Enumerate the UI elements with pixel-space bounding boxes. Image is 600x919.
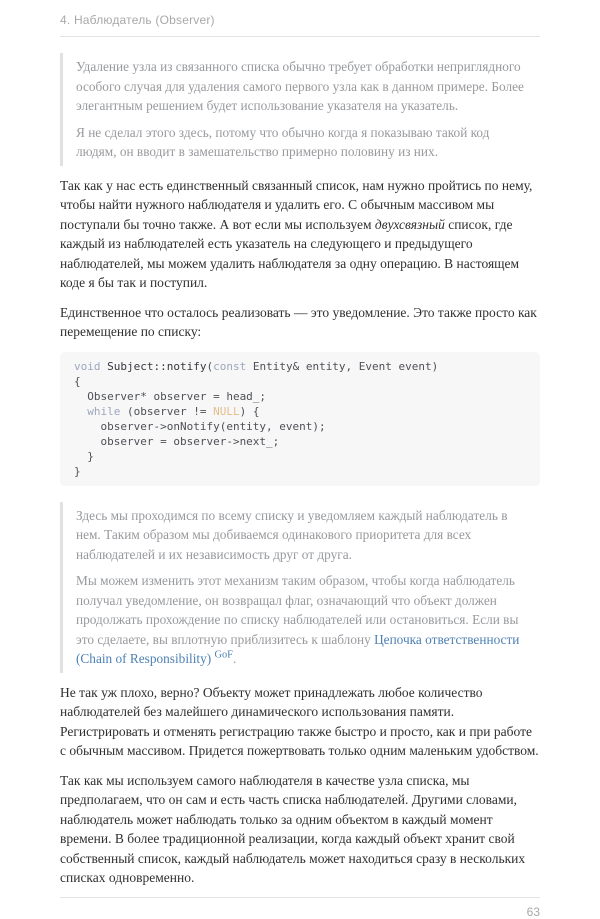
page-header <box>60 13 540 27</box>
gof-reference-link[interactable]: GoF <box>214 649 233 661</box>
body-paragraph-4: Так как мы используем самого наблюдателя в качестве узла списка, мы предполагаем, что он сам и есть часть списка наблюдателей. Другими словами, наблюдатель может наблюдать только за одним объектом в каждый момент времени. В более традиционной реализации, когда каждый объект хранит свой собственный список, каждый наблюдатель может находиться сразу в нескольких списках одновременно. <box>60 772 526 885</box>
footer-divider <box>60 897 540 898</box>
aside-note-first <box>60 53 540 166</box>
note-paragraph: Удаление узла из связанного списка обычно требует обработки неприглядного особого случая для удаления самого первого узла как в данном примере. Более элегантным решением будет использование указателя на указатель. <box>76 59 524 113</box>
body-paragraph-2: Единственное что осталось реализовать — это уведомление. Это также просто как перемещение по списку: <box>60 304 537 339</box>
aside-note-second <box>60 502 540 673</box>
code-line: void Subject::notify(const Entity& entity, Event event) <box>74 359 439 373</box>
code-line: Observer* observer = head_; <box>74 389 267 403</box>
note-paragraph: Здесь мы проходимся по всему списку и уведомляем каждый наблюдатель в нем. Таким образом мы добиваемся одинакового приоритета для всех наблюдателей и их независимость друг от друга. <box>76 507 508 562</box>
code-block <box>60 352 540 486</box>
body-paragraph-3: Не так уж плохо, верно? Объекту может принадлежать любое количество наблюдателей без малейшего динамического использования памяти. Регистрировать и отменять регистрацию также быстро и просто, как и при работе с обычным массивом. Придется пожертвовать только одним маленьким удобством. <box>60 684 539 758</box>
code-line: { <box>74 374 81 388</box>
code-line: observer->onNotify(entity, event); <box>74 419 326 433</box>
note-paragraph: Мы можем изменить этот механизм таким образом, чтобы когда наблюдатель получал уведомление, он возвращал флаг, означающий что объект должен продолжать прохождение по списку наблюдателей или остановиться. Если вы это сделаете, вы вплотную приблизитесь к шаблону Цепочка ответственности (Chain of Responsibility) $^{GoF}$. <box>76 573 520 666</box>
code-line: } <box>74 464 81 478</box>
code-line: while (observer != NULL) { <box>87 404 260 418</box>
page-title: 4. Наблюдатель (Observer) <box>60 13 215 27</box>
body-paragraph-1: Так как у нас есть единственный связанный список, нам нужно пройтись по нему, чтобы найти нужного наблюдателя и удалить его. С обычным массивом мы поступали бы точно также. А вот если мы используем двухсвязный список, где каждый из наблюдателей есть указатель на следующего и предыдущего наблюдателей, мы можем удалить наблюдателя за одну операцию. В настоящем коде я бы так и поступил. <box>60 177 533 290</box>
chain-of-responsibility-link[interactable]: Цепочка ответственности (Chain of Responsibility) <box>76 631 520 666</box>
header-divider <box>60 36 540 37</box>
code-line: } <box>74 449 94 463</box>
page-number: 63 <box>526 904 540 919</box>
code-line: observer = observer->next_; <box>74 434 280 448</box>
italic-term: двухсвязный <box>374 216 445 232</box>
note-paragraph: Я не сделал этого здесь, потому что обычно когда я показываю такой код людям, он вводит в замешательство примерно половину из них. <box>76 124 490 159</box>
